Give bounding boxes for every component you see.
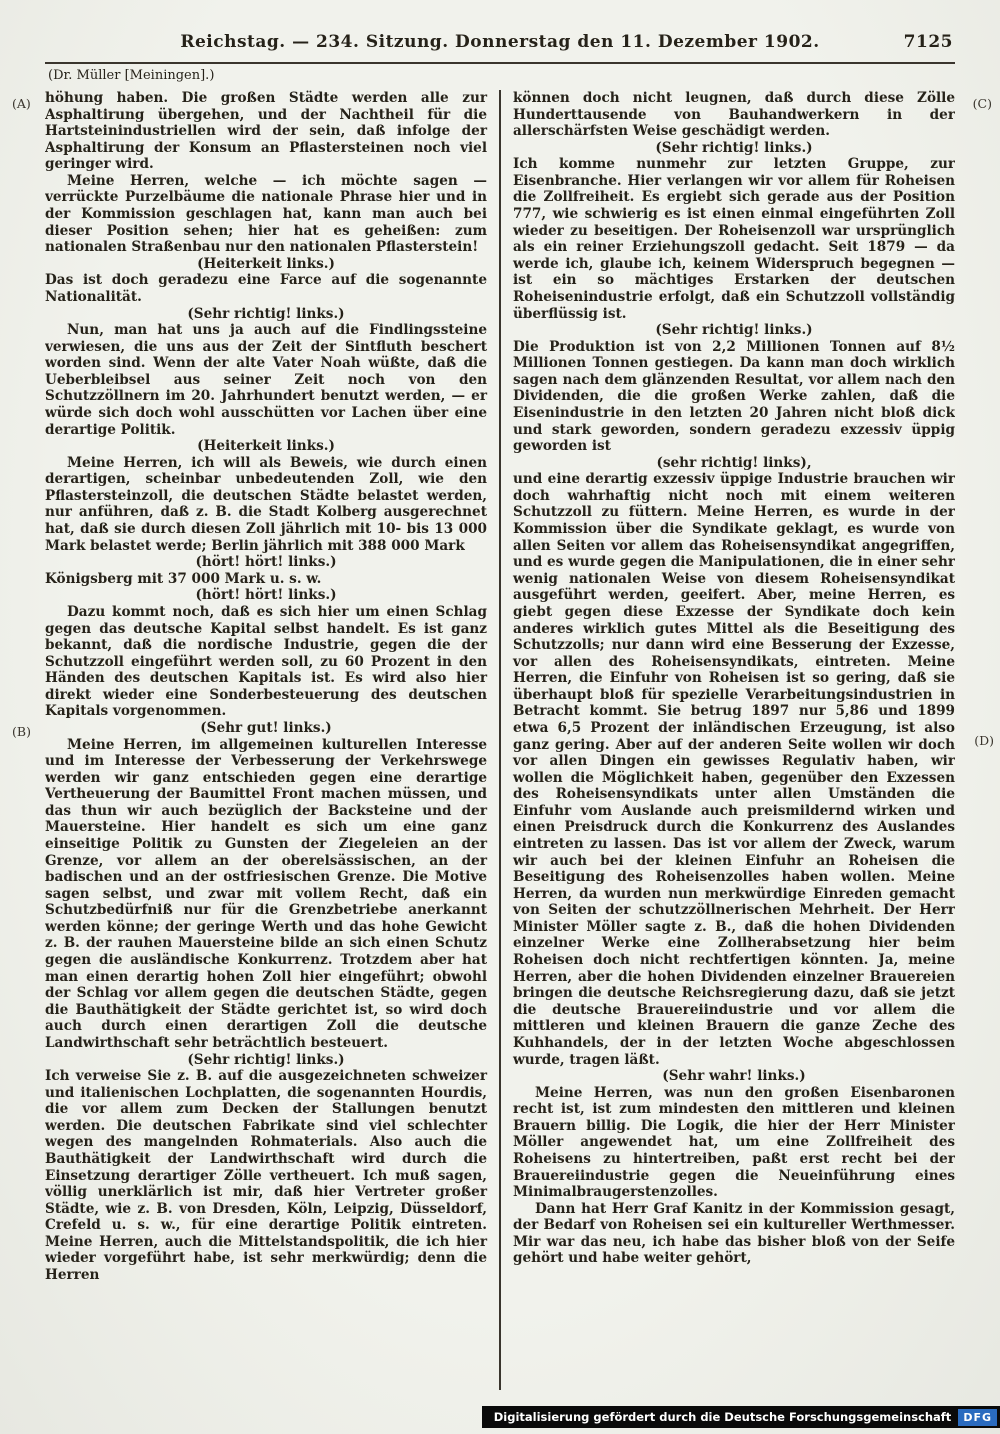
speech-paragraph: können doch nicht leugnen, daß durch diese Zölle Hunderttausende von Bauhandwerkern in der allerschärfsten Weise geschädigt werden. [513, 90, 955, 140]
speech-paragraph: Nun, man hat uns ja auch auf die Findlingssteine verwiesen, die uns aus der Zeit der Sintfluth beschert worden sind. Wenn der alte Vater Noah wüßte, daß die Ueberbleibsel aus seiner Zeit noch von den Schutzzöllnern im 20. Jahrhundert benutzt werden, — er würde sich doch wohl ausschütten vor Lachen über eine derartige Politik. [45, 322, 487, 438]
stage-direction: (Sehr wahr! links.) [662, 1068, 806, 1085]
speech-paragraph: Meine Herren, ich will als Beweis, wie durch einen derartigen, scheinbar unbedeutenden Zoll, wie den Pflastersteinzoll, die deutschen Städte belastet werden, nur anführen, daß z. B. die Stadt Kolberg ausgerechnet hat, daß sie durch diesen Zoll jährlich mit 10- bis 13 000 Mark belastet werde; Berlin jährlich mit 388 000 Mark [45, 454, 487, 554]
page-number: 7125 [903, 32, 953, 52]
speech-paragraph: Meine Herren, was nun den großen Eisenbaronen recht ist, ist zum mindesten den mittleren und kleinen Brauern billig. Die Logik, die hier der Herr Minister Möller angewendet hat, um eine Zollfreiheit des Roheisens zu hintertreiben, paßt erst recht bei der Brauereiindustrie gegen die Neueinführung eines Minimalbraugerstenzolles. [513, 1084, 955, 1201]
text-columns [45, 90, 955, 1390]
speech-paragraph: Das ist doch geradezu eine Farce auf die sogenannte Nationalität. [45, 272, 487, 305]
speech-paragraph: Ich verweise Sie z. B. auf die ausgezeichneten schweizer und italienischen Lochplatten, die sogenannten Hourdis, die vor allem zum Decken der Stallungen benutzt werden. Die deutschen Fabrikate sind viel schlechter wegen des mangelnden Rohmaterials. Also auch die Bauthätigkeit der Landwirthschaft wird durch die Einsetzung derartiger Zölle vertheuert. Ich muß sagen, völlig unerklärlich ist mir, daß hier Vertreter großer Städte, wie z. B. von Dresden, Köln, Leipzig, Düsseldorf, Crefeld u. s. w., für eine derartige Politik eintreten. Meine Herren, auch die Mittelstandspolitik, die ich hier wieder vorgeführt habe, ist sehr merkwürdig; denn die Herren [45, 1068, 487, 1284]
header-rule [45, 62, 955, 64]
speech-paragraph: höhung haben. Die großen Städte werden alle zur Asphaltirung übergehen, und der Nachtheil für die Hartsteinindustriellen wird der sein, daß infolge der Asphaltirung der Konsum an Pflastersteinen noch viel geringer wird. [45, 90, 487, 173]
stage-direction: (hört! hört! links.) [195, 587, 337, 604]
stage-direction: (Sehr richtig! links.) [187, 305, 345, 322]
speech-paragraph: Ich komme nunmehr zur letzten Gruppe, zur Eisenbranche. Hier verlangen wir vor allem für Roheisen die Zollfreiheit. Es ergiebt sich gerade aus der Position 777, wie schwierig es ist einen einmal eingeführten Zoll wieder zu beseitigen. Der Roheisenzoll war ursprünglich als ein reiner Erziehungszoll gedacht. Seit 1879 — da werde ich, glaube ich, keinem Widerspruch begegnen — ist ein so mächtiges Erstarken der deutschen Roheisenindustrie erfolgt, daß ein Schutzzoll vollständig überflüssig ist. [513, 156, 955, 322]
left-column [45, 90, 499, 1390]
margin-marker-b: (B) [12, 724, 31, 739]
stage-direction: (Sehr richtig! links.) [655, 139, 813, 156]
speaker-continuation-note: (Dr. Müller [Meiningen].) [48, 68, 215, 83]
margin-marker-c: (C) [972, 96, 992, 111]
margin-marker-a: (A) [12, 96, 31, 111]
speech-paragraph: Die Produktion ist von 2,2 Millionen Tonnen auf 8½ Millionen Tonnen gestiegen. Da kann man doch wirklich sagen nach dem glänzenden Resultat, vor allem nach den Dividenden, die die großen Werke zahlen, daß die Eisenindustrie in den letzten 20 Jahren nicht bloß dick und stark geworden, sondern geradezu exzessiv üppig geworden ist [513, 338, 955, 455]
stage-direction: (sehr richtig! links), [656, 454, 812, 471]
digitization-credit-text: Digitalisierung gefördert durch die Deutsche Forschungsgemeinschaft [493, 1410, 952, 1424]
speech-paragraph: Dann hat Herr Graf Kanitz in der Kommission gesagt, der Bedarf von Roheisen sei ein kultureller Werthmesser. Mir war das neu, ich habe das bisher bloß von der Seife gehört und habe weiter gehört, [513, 1200, 955, 1267]
digitization-credit-bar [482, 1406, 1000, 1428]
stage-direction: (Sehr gut! links.) [200, 719, 332, 736]
session-title: Reichstag. — 234. Sitzung. Donnerstag den 11. Dezember 1902. [180, 32, 820, 52]
speech-paragraph: und eine derartig exzessiv üppige Industrie brauchen wir doch wahrhaftig nicht noch mit einem weiteren Schutzzoll zu füttern. Meine Herren, es wurde in der Kommission über die Syndikate geklagt, es wurde von allen Seiten vor allem das Roheisensyndikat angegriffen, und es wurde gegen die Manipulationen, die in einer sehr wenig nationalen Weise von diesem Roheisensyndikat ausgeführt werden, geeifert. Aber, meine Herren, es giebt gegen diese Exzesse der Syndikate doch kein anderes wirklich gutes Mittel als die Beseitigung des Schutzzolls; nur dann wird eine Besserung der Exzesse, vor allen des Roheisensyndikats, eintreten. Meine Herren, die Einfuhr von Roheisen ist so gering, daß sie überhaupt bloß für spezielle Verarbeitungsindustrien in Betracht kommt. Sie betrug 1897 nur 5,86 und 1899 etwa 6,5 Prozent der inländischen Erzeugung, ist also ganz gering. Aber auf der anderen Seite wollen wir doch vor allen Dingen ein gewisses Regulativ haben, wir wollen die Möglichkeit haben, gegenüber den Exzessen des Roheisensyndikats unter allen Umständen die Einfuhr vom Auslande auch preismildernd wirken und einen Preisdruck durch die Konkurrenz des Auslandes eintreten zu lassen. Das ist vor allem der Zweck, warum wir auch bei der kleinen Einfuhr an Roheisen die Beseitigung des Roheisenzolles haben wollen. Meine Herren, da wurden nun merkwürdige Einreden gemacht von Seiten der schutzzöllnerischen Mehrheit. Der Herr Minister Möller sagte z. B., daß die hohen Dividenden einzelner Werke eine Zollherabsetzung hier beim Roheisen doch nicht rechtfertigen könnten. Ja, meine Herren, aber die hohen Dividenden einzelner Brauereien bringen die deutsche Reichsregierung dazu, daß sie jetzt die deutsche Brauereiindustrie und vor allem die mittleren und kleinen Brauern die ganze Zeche des Kuhhandels, der in der letzten Woche abgeschlossen wurde, tragen läßt. [513, 471, 955, 1068]
stage-direction: (hört! hört! links.) [195, 554, 337, 571]
stage-direction: (Heiterkeit links.) [197, 255, 335, 272]
speech-paragraph: Dazu kommt noch, daß es sich hier um einen Schlag gegen das deutsche Kapital selbst handelt. Es ist ganz bekannt, daß die nordische Industrie, gegen die der Schutzzoll eingeführt werden soll, zu 60 Prozent in den Händen des deutschen Kapitals ist. Es wird also hier direkt wieder eine Sonderbesteuerung des deutschen Kapitals vorgenommen. [45, 603, 487, 720]
speech-paragraph: Meine Herren, welche — ich möchte sagen — verrückte Purzelbäume die nationale Phrase hier und in der Kommission geschlagen hat, kann man auch bei dieser Position sehen; hier hat es geheißen: zum nationalen Straßenbau nur den nationalen Pflasterstein! [45, 172, 487, 256]
stage-direction: (Sehr richtig! links.) [187, 1051, 345, 1068]
right-column [501, 90, 955, 1390]
stage-direction: (Heiterkeit links.) [197, 438, 335, 455]
dfg-logo: DFG [958, 1409, 997, 1426]
page-header [45, 32, 955, 52]
margin-marker-d: (D) [974, 733, 994, 748]
speech-paragraph: Meine Herren, im allgemeinen kulturellen Interesse und im Interesse der Verbesserung der Verkehrswege werden wir ganz entschieden gegen eine derartige Vertheuerung der Baumittel Front machen müssen, und das thun wir auch bezüglich der Backsteine und der Mauersteine. Hier handelt es sich um eine ganz einseitige Politik zu Gunsten der Ziegeleien an der Grenze, vor allem an der oberelsässischen, an der badischen und an der ostfriesischen Grenze. Die Motive sagen selbst, und zwar mit vollem Recht, daß ein Schutzbedürfniß nur für die Grenzbetriebe anerkannt werden könne; der geringe Werth und das hohe Gewicht z. B. der rauhen Mauersteine bilde an sich einen Schutz gegen die ausländische Konkurrenz. Trotzdem aber hat man einen derartig hohen Zoll hier eingeführt; obwohl der Schlag vor allem gegen die deutschen Städte, gegen die Bauthätigkeit der Städte gerichtet ist, so wird doch auch durch einen derartigen Zoll die deutsche Landwirthschaft sehr beträchtlich besteuert. [45, 736, 487, 1051]
stage-direction: (Sehr richtig! links.) [655, 322, 813, 339]
speech-paragraph: Königsberg mit 37 000 Mark u. s. w. [45, 570, 322, 587]
